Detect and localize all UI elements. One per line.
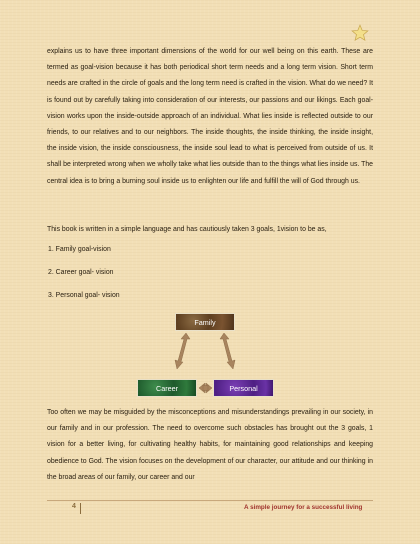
- arrow-career-personal: [199, 383, 212, 393]
- family-node: Family: [175, 313, 235, 331]
- list-item-personal: 3. Personal goal- vision: [48, 292, 120, 299]
- footer-book-title: A simple journey for a successful living: [244, 504, 363, 511]
- arrow-family-personal: [220, 333, 235, 369]
- arrow-family-career: [175, 333, 190, 369]
- footer-divider: [47, 500, 373, 501]
- personal-node: Personal: [213, 379, 274, 397]
- body-paragraph-2: This book is written in a simple language and has cautiously taken 3 goals, 1vision to be as,: [47, 226, 327, 233]
- list-item-career: 2. Career goal- vision: [48, 269, 114, 276]
- page-number-separator: [80, 503, 81, 514]
- body-paragraph-3: Too often we may be misguided by the misconceptions and misunderstandings prevailing in our society, in our family and in our profession. The need to overcome such obstacles has brought out the 3 goals, 1 vision for a better living, for cultivating healthy habits, for maintaining good relationships and keeping obedience to God. The vision focuses on the development of our character, our attitude and our thinking in the broad areas of our family, our career and our: [47, 409, 373, 481]
- page-number: 4: [72, 503, 76, 510]
- list-item-family: 1. Family goal-vision: [48, 246, 111, 253]
- body-paragraph-1: explains us to have three important dimensions of the world for our well being on this earth. These are termed as goal-vision because it has both periodical short term needs and a long term vision. Short term needs are crafted in the circle of goals and the long term need is crafted in the vision. What do we need? It is found out by carefully taking into consideration of our interests, our passions and our likings. Each goal-vision works upon the inside-outside approach of an individual. What lies inside is reflected outside to our friends, to our relatives and to our neighbors. The inside thoughts, the inside thinking, the inside insight, the inside vision, the inside consciousness, the inside soul lead to what is perceived from outside of us. It shall be interpreted wrong when we wholly take what lies outside than to the things what lies inside us. The central idea is to bring a burning soul inside us to enlighten our life and fulfill the will of God through us.: [47, 48, 373, 185]
- career-node: Career: [137, 379, 197, 397]
